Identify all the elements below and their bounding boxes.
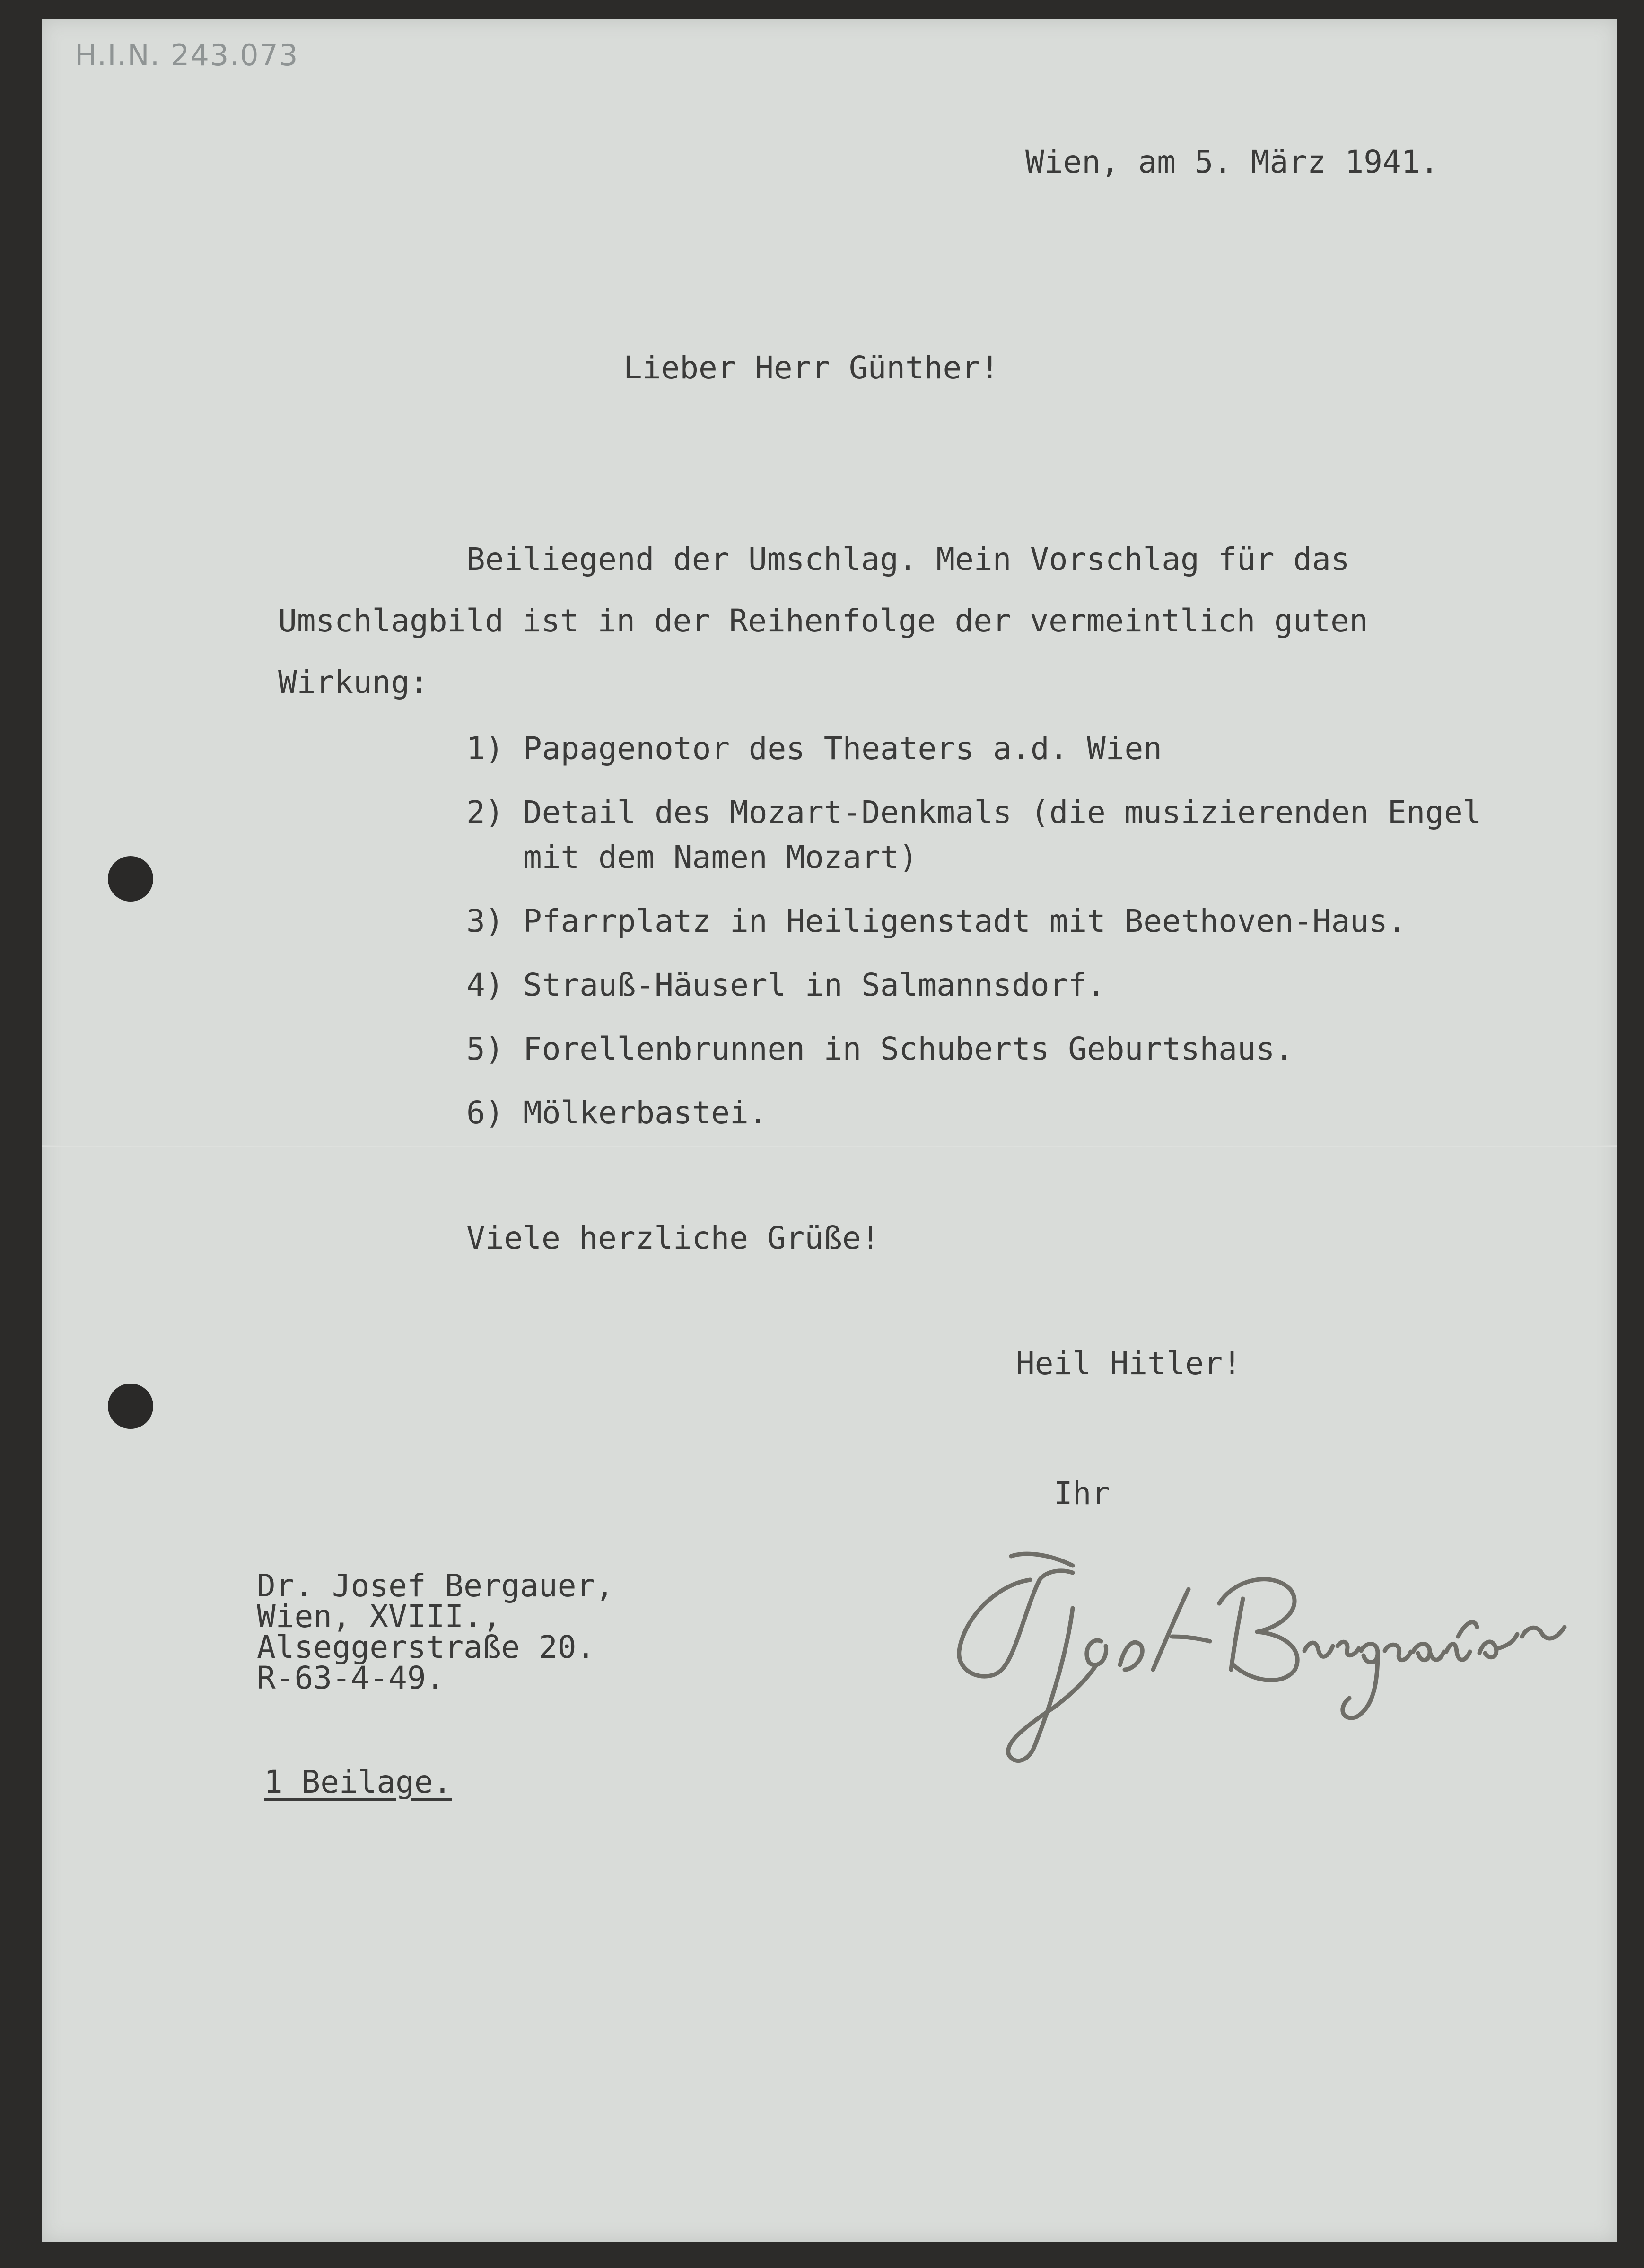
list-number: 5) bbox=[466, 1031, 504, 1067]
sender-phone: R-63-4-49. bbox=[257, 1660, 445, 1696]
greeting: Heil Hitler! bbox=[1016, 1345, 1242, 1382]
sender-street: Alseggerstraße 20. bbox=[257, 1629, 595, 1665]
list-number: 3) bbox=[466, 903, 504, 939]
sender-city: Wien, XVIII., bbox=[257, 1598, 501, 1635]
intro-line: Umschlagbild ist in der Reihenfolge der vermeintlich guten bbox=[278, 603, 1368, 639]
punch-hole bbox=[108, 856, 153, 902]
letter-date: Wien, am 5. März 1941. bbox=[1025, 144, 1439, 180]
sender-name: Dr. Josef Bergauer, bbox=[257, 1567, 614, 1604]
intro-line: Beiliegend der Umschlag. Mein Vorschlag für das bbox=[466, 541, 1350, 578]
punch-hole bbox=[108, 1384, 153, 1429]
intro-line: Wirkung: bbox=[278, 664, 428, 701]
enclosure-note: 1 Beilage. bbox=[264, 1764, 452, 1800]
closing: Viele herzliche Grüße! bbox=[466, 1220, 880, 1256]
list-number: 2) bbox=[466, 794, 504, 831]
list-item: Forellenbrunnen in Schuberts Geburtshaus. bbox=[523, 1031, 1294, 1067]
list-number: 6) bbox=[466, 1095, 504, 1131]
list-item: Strauß-Häuserl in Salmannsdorf. bbox=[523, 967, 1106, 1003]
handwritten-signature bbox=[931, 1528, 1612, 1783]
list-item: Mölkerbastei. bbox=[523, 1095, 768, 1131]
sign-off: Ihr bbox=[1054, 1475, 1111, 1512]
list-item: Detail des Mozart-Denkmals (die musizierenden Engel bbox=[523, 794, 1482, 831]
salutation: Lieber Herr Günther! bbox=[623, 350, 999, 386]
list-number: 1) bbox=[466, 730, 504, 767]
list-item: mit dem Namen Mozart) bbox=[523, 839, 918, 876]
list-item: Pfarrplatz in Heiligenstadt mit Beethoven-Haus. bbox=[523, 903, 1407, 939]
list-number: 4) bbox=[466, 967, 504, 1003]
letter-page bbox=[42, 19, 1617, 2242]
archive-mark: H.I.N. 243.073 bbox=[75, 38, 299, 72]
paper-fold bbox=[42, 1145, 1617, 1147]
list-item: Papagenotor des Theaters a.d. Wien bbox=[523, 730, 1163, 767]
